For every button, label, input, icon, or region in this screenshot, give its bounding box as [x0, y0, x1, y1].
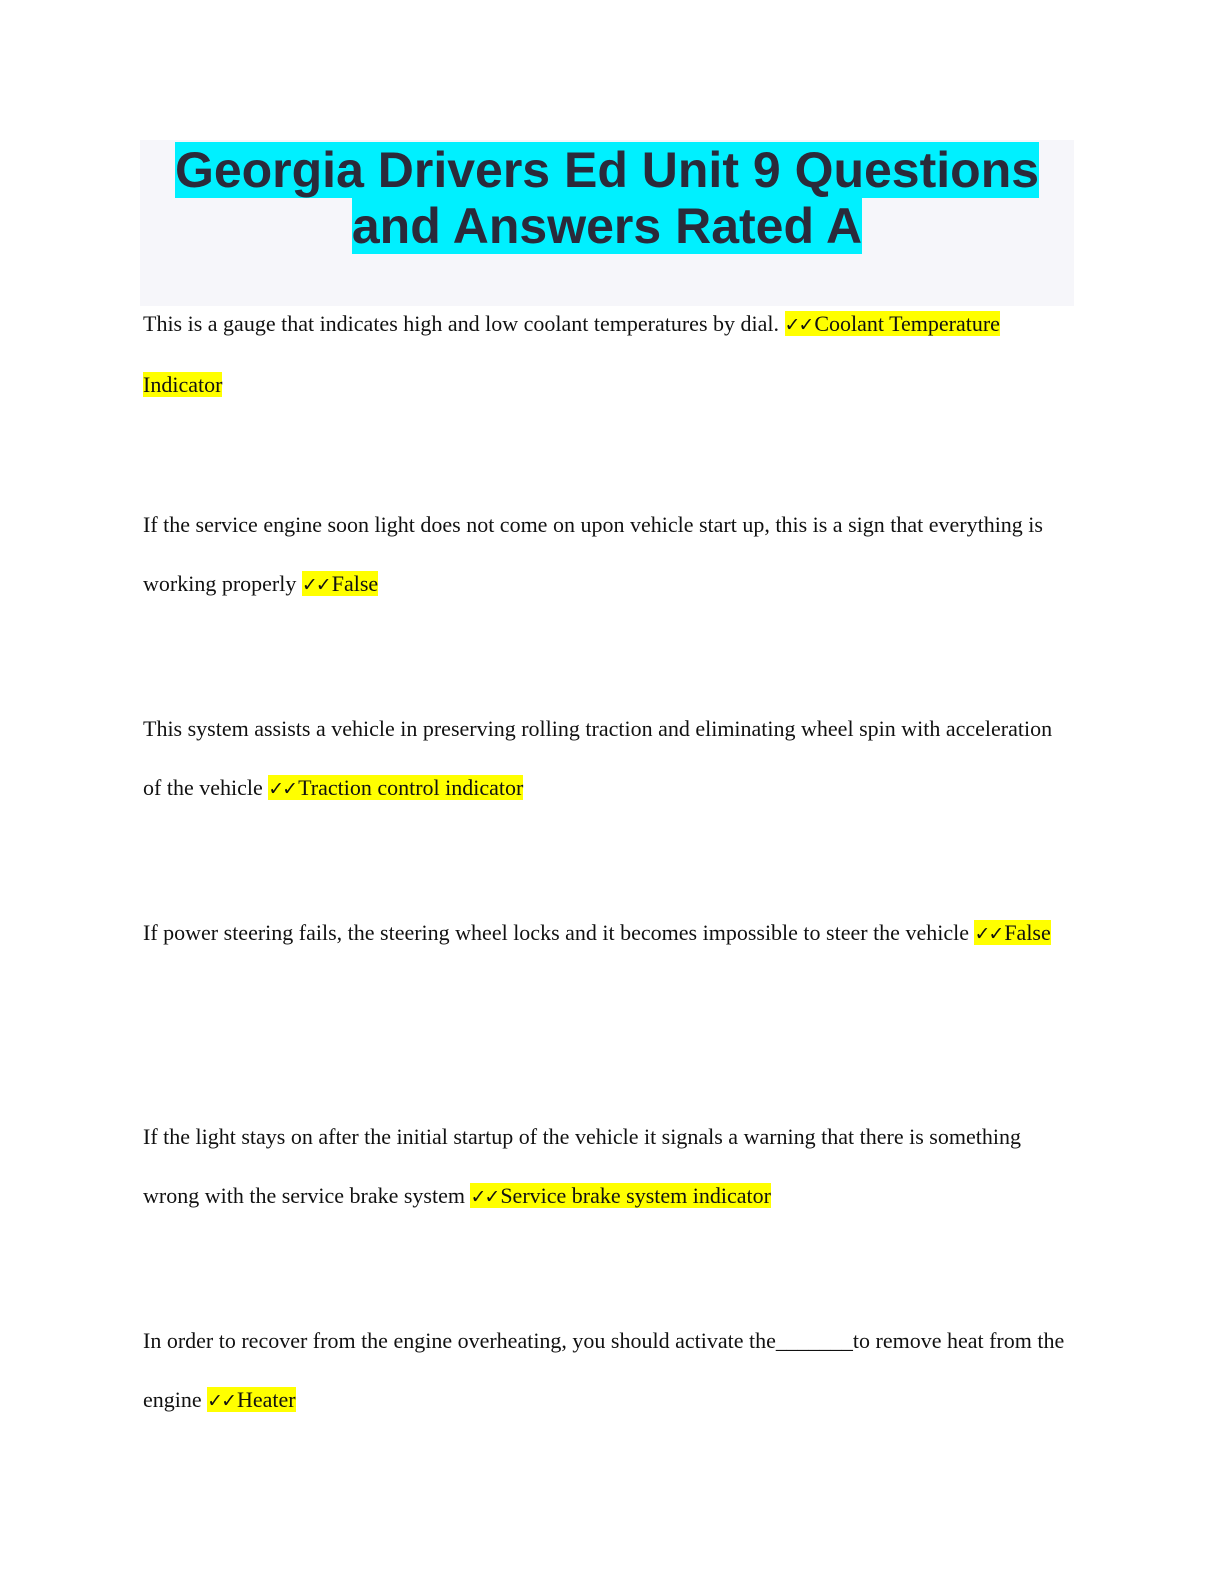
question-text: If power steering fails, the steering wheel locks and it becomes impossible to steer the vehicle: [143, 920, 969, 945]
qa-item: [143, 699, 1073, 819]
check-mark-icon: ✓✓: [301, 574, 330, 596]
question-text: In order to recover from the engine overheating, you should activate the_______to remove heat from the engine: [143, 1328, 1065, 1412]
question-text: If the service engine soon light does not come on upon vehicle start up, this is a sign that everything is working properly: [143, 512, 1043, 596]
answer-text: Heater: [237, 1387, 296, 1412]
check-mark-icon: ✓✓: [268, 778, 297, 800]
answer-highlight: [207, 1387, 295, 1412]
answer-text: Service brake system indicator: [500, 1183, 771, 1208]
check-mark-icon: ✓✓: [974, 923, 1003, 945]
title-text: Georgia Drivers Ed Unit 9 Questions and Answers Rated A: [174, 142, 1040, 254]
qa-item: [143, 294, 1073, 414]
page-title: [140, 140, 1074, 254]
qa-item: [143, 1311, 1073, 1431]
answer-text: Coolant Temperature Indicator: [143, 311, 1000, 397]
question-text: This system assists a vehicle in preserving rolling traction and eliminating wheel spin with acceleration of the vehicle: [143, 716, 1053, 800]
qa-item: [143, 903, 1073, 964]
answer-highlight: [974, 920, 1050, 945]
answer-text: False: [1004, 920, 1051, 945]
check-mark-icon: ✓✓: [470, 1186, 499, 1208]
answer-highlight: [470, 1183, 770, 1208]
answer-text: Traction control indicator: [298, 775, 524, 800]
question-text: This is a gauge that indicates high and low coolant temperatures by dial.: [143, 311, 779, 336]
answer-highlight: [268, 775, 523, 800]
question-text: If the light stays on after the initial startup of the vehicle it signals a warning that there is something wrong with the service brake system: [143, 1124, 1021, 1208]
answer-highlight: [302, 571, 378, 596]
qa-item: [143, 1107, 1073, 1227]
check-mark-icon: ✓✓: [784, 314, 813, 336]
answer-text: False: [331, 571, 379, 596]
qa-item: [143, 495, 1073, 615]
title-box: [140, 140, 1074, 306]
check-mark-icon: ✓✓: [207, 1390, 235, 1412]
